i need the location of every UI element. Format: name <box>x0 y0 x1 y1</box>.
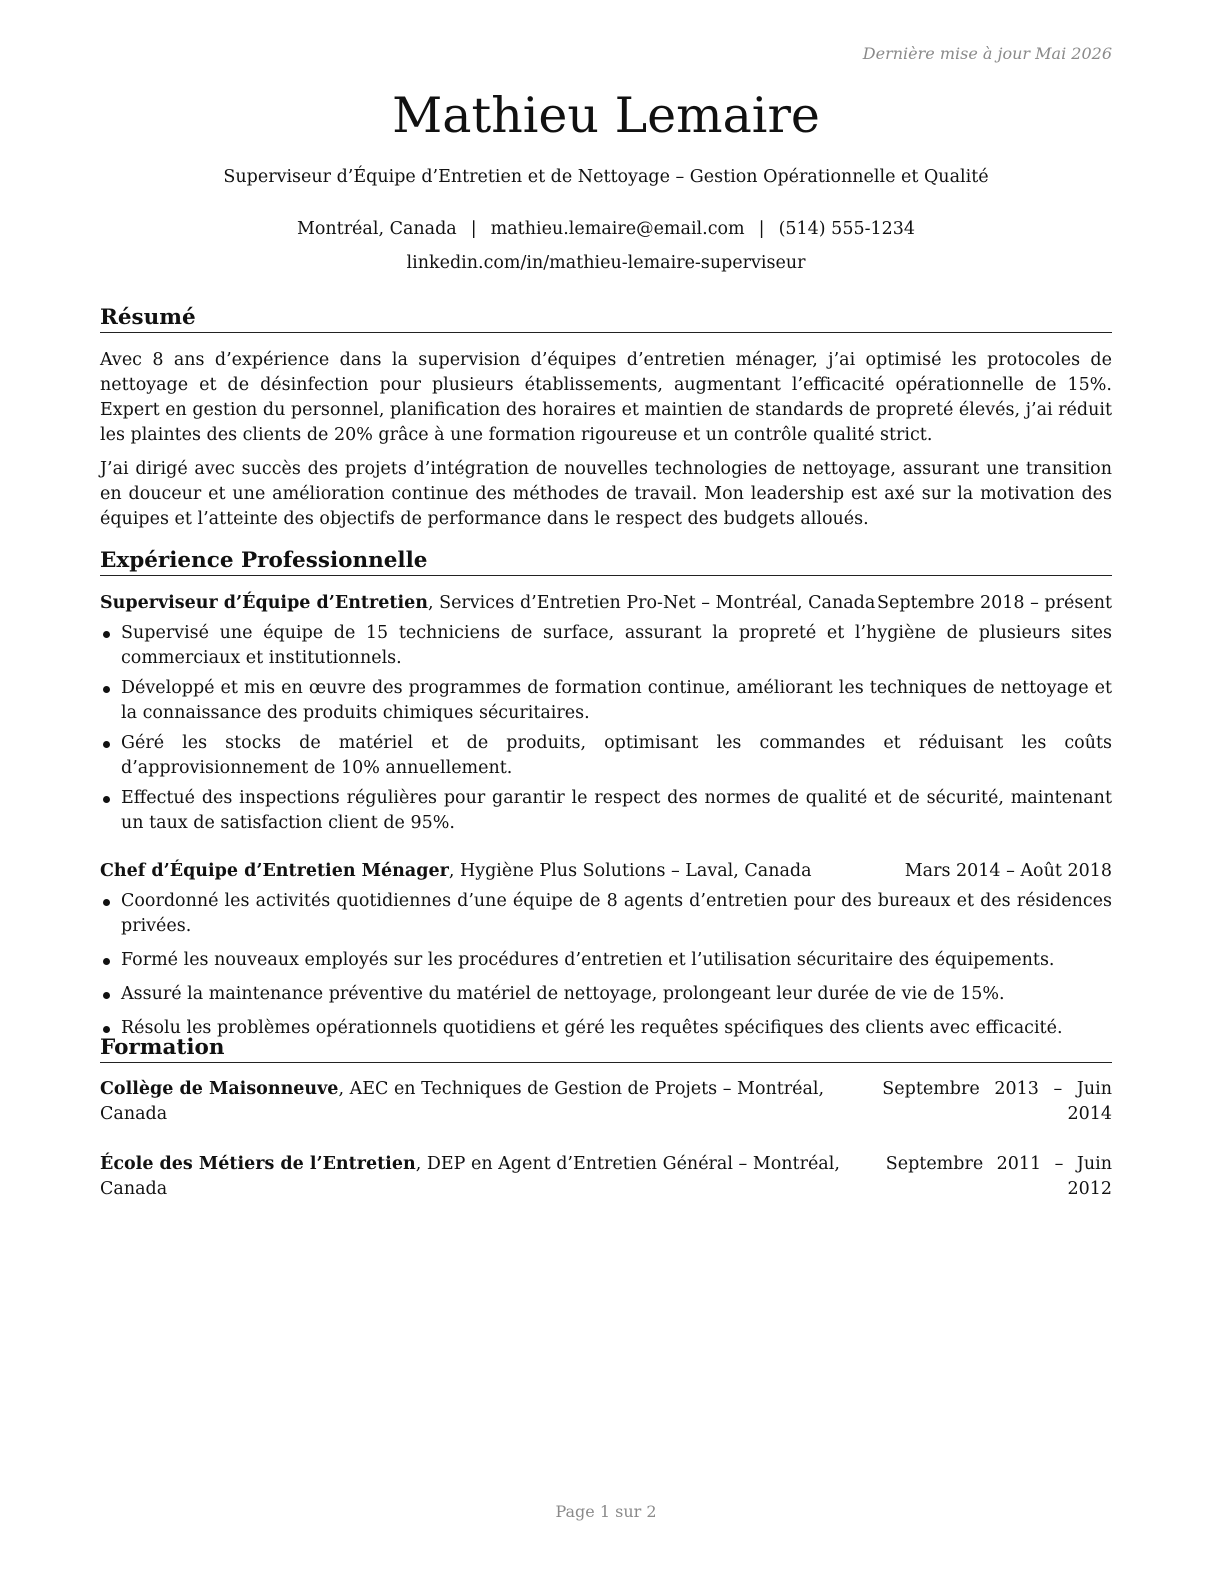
contact-line <box>100 219 1112 239</box>
school-name: Collège de Maisonneuve <box>100 1079 339 1099</box>
contact-separator: | <box>758 219 765 239</box>
section-title-education: Formation <box>100 1035 1112 1063</box>
job-company: , Services d’Entretien Pro-Net – Montréal, Canada <box>427 593 876 613</box>
linkedin-link[interactable]: linkedin.com/in/mathieu-lemaire-superviseur <box>406 253 806 273</box>
education-title-line <box>100 1077 882 1127</box>
job-bullets <box>100 889 1112 1050</box>
list-item: Géré les stocks de matériel et de produits, optimisant les commandes et réduisant les coûts d’approvisionnement de 10% annuellement. <box>100 731 1112 781</box>
school-name: École des Métiers de l’Entretien <box>100 1154 416 1174</box>
job-dates: Mars 2014 – Août 2018 <box>904 861 1112 881</box>
job-title-line <box>100 859 812 884</box>
job-header <box>100 859 1112 884</box>
location: Montréal, Canada <box>296 219 457 239</box>
list-item: Coordonné les activités quotidiennes d’une équipe de 8 agents d’entretien pour des bureaux et des résidences privées. <box>100 889 1112 939</box>
education-title-line <box>100 1152 886 1202</box>
job-role: Chef d’Équipe d’Entretien Ménager <box>100 861 449 881</box>
contact-separator: | <box>470 219 477 239</box>
list-item: Résolu les problèmes opérationnels quotidiens et géré les requêtes spécifiques des clients avec efficacité. <box>100 1016 1112 1041</box>
education-entry <box>100 1077 1112 1127</box>
job-role: Superviseur d’Équipe d’Entretien <box>100 593 428 613</box>
page-number: Page 1 sur 2 <box>555 1502 657 1521</box>
job-bullets <box>100 621 1112 841</box>
job-title-line <box>100 591 875 616</box>
degree-details: , AEC en Techniques de Gestion de Projets – Montréal, Canada <box>100 1079 825 1124</box>
job-company: , Hygiène Plus Solutions – Laval, Canada <box>448 861 812 881</box>
list-item: Formé les nouveaux employés sur les procédures d’entretien et l’utilisation sécuritaire des équipements. <box>100 948 1112 973</box>
candidate-name: Mathieu Lemaire <box>392 87 820 144</box>
phone-number: (514) 555-1234 <box>778 219 916 239</box>
summary-paragraph: J’ai dirigé avec succès des projets d’intégration de nouvelles technologies de nettoyage, assurant une transition en douceur et une amélioration continue des méthodes de travail. Mon leadership est axé sur la motivation des équipes et l’atteinte des objectifs de performance dans le respect des budgets alloués. <box>100 459 1112 529</box>
list-item: Supervisé une équipe de 15 techniciens de surface, assurant la propreté et l’hygiène de plusieurs sites commerciaux et institutionnels. <box>100 621 1112 671</box>
list-item: Assuré la maintenance préventive du matériel de nettoyage, prolongeant leur durée de vie de 15%. <box>100 982 1112 1007</box>
last-updated: Dernière mise à jour Mai 2026 <box>862 44 1112 63</box>
list-item: Développé et mis en œuvre des programmes de formation continue, améliorant les techniques de nettoyage et la connaissance des produits chimiques sécuritaires. <box>100 676 1112 726</box>
section-title-experience: Expérience Professionnelle <box>100 548 1112 576</box>
summary-paragraph: Avec 8 ans d’expérience dans la supervision d’équipes d’entretien ménager, j’ai optimisé les protocoles de nettoyage et de désinfection pour plusieurs établissements, augmentant l’efficacité opérationnelle de 15%. Expert en gestion du personnel, planification des horaires et maintien de standards de propreté élevés, j’ai réduit les plaintes des clients de 20% grâce à une formation rigoureuse et un contrôle qualité strict. <box>100 350 1112 445</box>
education-dates: Septembre 2011 – Juin 2012 <box>885 1154 1112 1199</box>
section-title-summary: Résumé <box>100 305 1112 333</box>
job-header <box>100 591 1112 616</box>
job-dates: Septembre 2018 – présent <box>877 593 1112 613</box>
list-item: Effectué des inspections régulières pour garantir le respect des normes de qualité et de sécurité, maintenant un taux de satisfaction client de 95%. <box>100 786 1112 836</box>
degree-details: , DEP en Agent d’Entretien Général – Montréal, Canada <box>100 1154 840 1199</box>
education-dates: Septembre 2013 – Juin 2014 <box>882 1079 1112 1124</box>
email-link[interactable]: mathieu.lemaire@email.com <box>490 219 745 239</box>
education-entry <box>100 1152 1112 1202</box>
job-subtitle: Superviseur d’Équipe d’Entretien et de Nettoyage – Gestion Opérationnelle et Qualité <box>223 167 989 187</box>
